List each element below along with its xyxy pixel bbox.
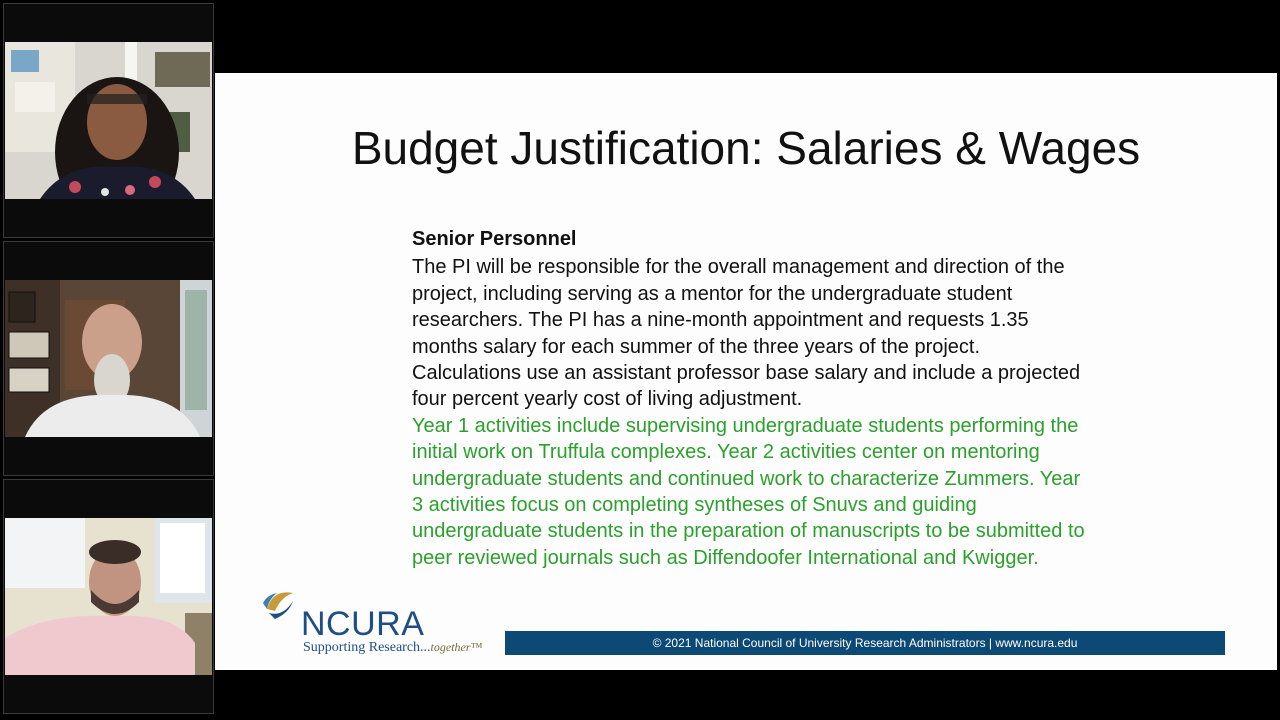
slide-footer-bar: © 2021 National Council of University Research Administrators | www.ncura.edu: [505, 631, 1225, 655]
participant-video-3: [5, 518, 212, 675]
participant-tile-2[interactable]: [3, 241, 214, 476]
ncura-logo: [259, 583, 509, 663]
section-heading: Senior Personnel: [412, 228, 577, 250]
slide-title: Budget Justification: Salaries & Wages: [351, 122, 1141, 174]
participant-video-2: [5, 280, 212, 437]
paragraph-yearly-activities: Year 1 activities include supervising undergraduate students performing the initial work on Truffula complexes. Year 2 activities center on mentoring undergraduate students and continued work to characterize Zummers. Year 3 activities focus on completing syntheses of Snuvs and guiding undergraduate students in the preparation of manuscripts to be submitted to peer reviewed journals such as Diffendoofer International and Kwigger.: [412, 414, 1085, 569]
participant-video-1: [5, 42, 212, 199]
presentation-slide: [215, 73, 1277, 670]
paragraph-pi-responsibilities: The PI will be responsible for the overall management and direction of the project, including serving as a mentor for the undergraduate student researchers. The PI has a nine-month appointment and requests 1.35 months salary for each summer of the three years of the project. Calculations use an assistant professor base salary and include a projected four percent yearly cost of living adjustment.: [412, 256, 1081, 411]
logo-wordmark: NCURA: [301, 605, 425, 643]
slide-content: [412, 226, 1092, 571]
ncura-logo-mark-icon: [259, 583, 301, 625]
participant-tile-1[interactable]: [3, 3, 214, 238]
logo-tagline: Supporting Research...together™: [303, 640, 483, 655]
participant-tile-3[interactable]: [3, 479, 214, 714]
